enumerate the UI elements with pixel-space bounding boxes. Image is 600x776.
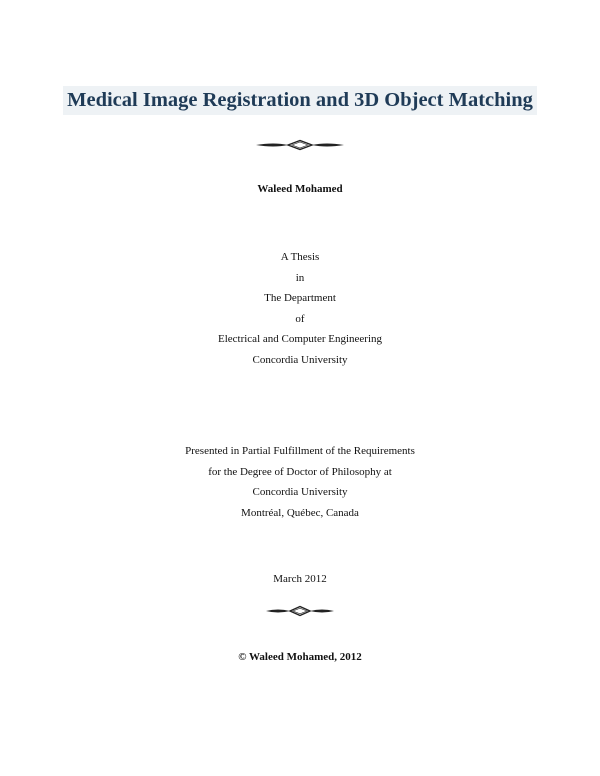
author-name: Waleed Mohamed — [257, 183, 343, 195]
university-name: Concordia University — [252, 354, 348, 366]
thesis-date: March 2012 — [273, 573, 327, 585]
thesis-line: The Department — [264, 292, 336, 304]
thesis-title: Medical Image Registration and 3D Object Matching — [63, 86, 537, 115]
thesis-line: of — [295, 313, 305, 325]
title-container — [0, 86, 600, 115]
presentation-line: for the Degree of Doctor of Philosophy at — [208, 466, 392, 478]
thesis-line: A Thesis — [280, 251, 320, 263]
thesis-line: in — [295, 272, 305, 284]
copyright-notice: © Waleed Mohamed, 2012 — [238, 651, 362, 663]
location-line: Montréal, Québec, Canada — [241, 507, 359, 519]
department-name: Electrical and Computer Engineering — [217, 333, 383, 345]
top-flourish-icon — [0, 138, 600, 156]
presentation-line: Concordia University — [252, 486, 348, 498]
presentation-line: Presented in Partial Fulfillment of the Requirements — [185, 445, 415, 457]
bottom-flourish-icon — [0, 604, 600, 622]
